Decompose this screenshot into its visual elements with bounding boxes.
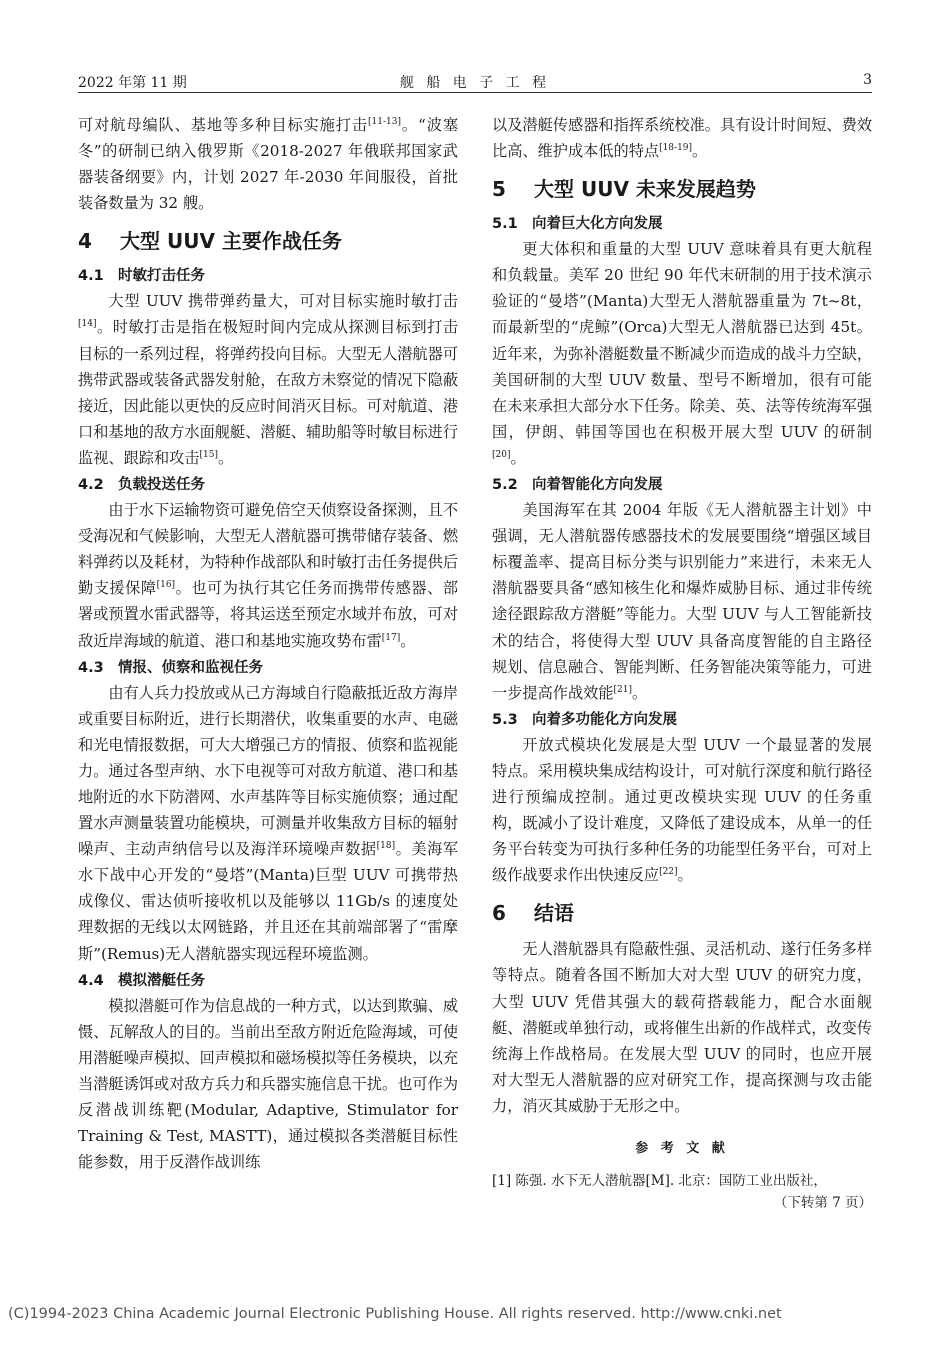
citation: [20]	[492, 449, 511, 460]
right-column	[492, 112, 872, 1214]
copyright-footer: (C)1994-2023 China Academic Journal Electronic Publishing House. All rights reserved. http://www.cnki.net	[8, 1306, 782, 1322]
reference-entry: [1] 陈强. 水下无人潜航器[M]. 北京：国防工业出版社，	[492, 1173, 827, 1189]
subsection-heading-4-3: 4.3 情报、侦察和监视任务	[78, 659, 263, 676]
page-number: 3	[863, 72, 872, 88]
paragraph: 美国海军在其 2004 年版《无人潜航器主计划》中强调，无人潜航器传感器技术的发展要围绕“增强区域目标覆盖率、提高目标分类与识别能力”来进行，未来无人潜航器要具备“感知核生化和爆炸威胁目标、通过非传统途径跟踪敌方潜艇”等能力。大型 UUV 与人工智能新技术的结合，将使得大型 UUV 具备高度智能的自主路径规划、信息融合、智能判断、任务智能决策等能力，可进一步提高作战效能[21]。	[492, 501, 872, 702]
citation: [17]	[381, 632, 401, 643]
paragraph: 由有人兵力投放或从己方海域自行隐蔽抵近敌方海岸或重要目标附近，进行长期潜伏，收集重要的水声、电磁和光电情报数据，可大大增强己方的情报、侦察和监视能力。通过各型声纳、水下电视等可对敌方航道、港口和基地附近的水下防潜网、水声基阵等目标实施侦察；通过配置水声测量装置功能模块，可测量并收集敌方目标的辐射噪声、主动声纳信号以及海洋环境噪声数据[18]。美海军水下战中心开发的“曼塔”(Manta)巨型 UUV 可携带热成像仪、雷达侦听接收机以及能够以 11Gb/s 的速度处理数据的无线以太网链路，并且还在其前端部署了“雷摩斯”(Remus)无人潜航器实现远程环境监测。	[78, 683, 459, 963]
citation: [15]	[199, 449, 218, 460]
subsection-heading-4-1: 4.1 时敏打击任务	[78, 268, 205, 285]
paragraph: 无人潜航器具有隐蔽性强、灵活机动、遂行任务多样等特点。随着各国不断加大对大型 UUV 的研究力度，大型 UUV 凭借其强大的载荷搭载能力，配合水面舰艇、潜艇或单独行动，或将催生出新的作战样式，改变传统海上作战格局。在发展大型 UUV 的同时，也应开展对大型无人潜航器的应对研究工作，提高探测与攻击能力，消灭其威胁于无形之中。	[492, 940, 872, 1115]
citation: [21]	[613, 684, 632, 695]
citation: [18]	[376, 841, 396, 852]
subsection-heading-5-3: 5.3 向着多功能化方向发展	[492, 711, 677, 728]
subsection-heading-5-1: 5.1 向着巨大化方向发展	[492, 216, 663, 233]
citation: [11-13]	[368, 116, 401, 127]
continued-note: （下转第 7 页）	[773, 1195, 872, 1211]
section-heading-4: 4 大型 UUV 主要作战任务	[78, 229, 342, 254]
citation: [14]	[78, 319, 97, 330]
paragraph: 开放式模块化发展是大型 UUV 一个最显著的发展特点。采用模块集成结构设计，可对航行深度和航行路径进行预编成控制。通过更改模块实现 UUV 的任务重构，既减小了设计难度，又降低了建设成本，从单一的任务平台转变为可执行多种任务的功能型任务平台，可对上级作战要求作出快速反应[22]。	[492, 735, 872, 885]
section-heading-5: 5 大型 UUV 未来发展趋势	[492, 177, 756, 202]
references-heading: 参 考 文 献	[635, 1141, 729, 1156]
paragraph: 以及潜艇传感器和指挥系统校准。具有设计时间短、费效比高、维护成本低的特点[18-19]。	[492, 116, 872, 161]
paragraph: 模拟潜艇可作为信息战的一种方式，以达到欺骗、威慑、瓦解敌人的目的。当前出至敌方附近危险海域，可使用潜艇噪声模拟、回声模拟和磁场模拟等任务模块，以充当潜艇诱饵或对敌方兵力和兵器实施信息干扰。也可作为反潜战训练靶(Modular, Adaptive, Stimulator for Training & Test, MASTT)，通过模拟各类潜艇目标性能参数，用于反潜作战训练	[78, 996, 458, 1172]
citation: [22]	[659, 867, 678, 878]
paragraph: 更大体积和重量的大型 UUV 意味着具有更大航程和负载量。美军 20 世纪 90 年代末研制的用于技术演示验证的“曼塔”(Manta)大型无人潜航器重量为 7t~8t，而最新型的“虎鲸”(Orca)大型无人潜航器已达到 45t。近年来，为弥补潜艇数量不断减少而造成的战斗力空缺，美国研制的大型 UUV 数量、型号不断增加，很有可能在未来承担大部分水下任务。除美、英、法等传统海军强国，伊朗、韩国等国也在积极开展大型 UUV 的研制[20]。	[492, 240, 872, 467]
subsection-heading-5-2: 5.2 向着智能化方向发展	[492, 477, 663, 494]
subsection-heading-4-4: 4.4 模拟潜艇任务	[78, 972, 205, 989]
citation: [16]	[156, 580, 176, 591]
paragraph: 可对航母编队、基地等多种目标实施打击[11-13]。“波塞冬”的研制已纳入俄罗斯《2018-2027 年俄联邦国家武器装备纲要》内，计划 2027 年-2030 年间服役，首批装备数量为 32 艘。	[78, 116, 459, 213]
paragraph: 大型 UUV 携带弹药量大，可对目标实施时敏打击[14]。时敏打击是指在极短时间内完成从探测目标到打击目标的一系列过程，将弹药投向目标。大型无人潜航器可携带武器或装备武器发射舱，在敌方未察觉的情况下隐蔽接近，因此能以更快的反应时间消灭目标。可对航道、港口和基地的敌方水面舰艇、潜艇、辅助船等时敏目标进行监视、跟踪和攻击[15]。	[78, 292, 458, 467]
citation: [18-19]	[659, 143, 693, 154]
journal-name: 舰 船 电 子 工 程	[399, 75, 551, 91]
paragraph: 由于水下运输物资可避免倍空天侦察设备探测，且不受海况和气候影响，大型无人潜航器可携带储存装备、燃料弹药以及耗材，为特种作战部队和时敏打击任务提供后勤支援保障[16]。也可为执行其它任务而携带传感器、部署或预置水雷武器等，将其运送至预定水域并布放，可对敌近岸海域的航道、港口和基地实施攻势布雷[17]。	[78, 501, 459, 650]
issue-label: 2022 年第 11 期	[78, 75, 187, 91]
subsection-heading-4-2: 4.2 负载投送任务	[78, 477, 205, 494]
left-column	[78, 112, 458, 1175]
running-header	[78, 70, 872, 93]
section-heading-6: 6 结语	[492, 901, 574, 926]
